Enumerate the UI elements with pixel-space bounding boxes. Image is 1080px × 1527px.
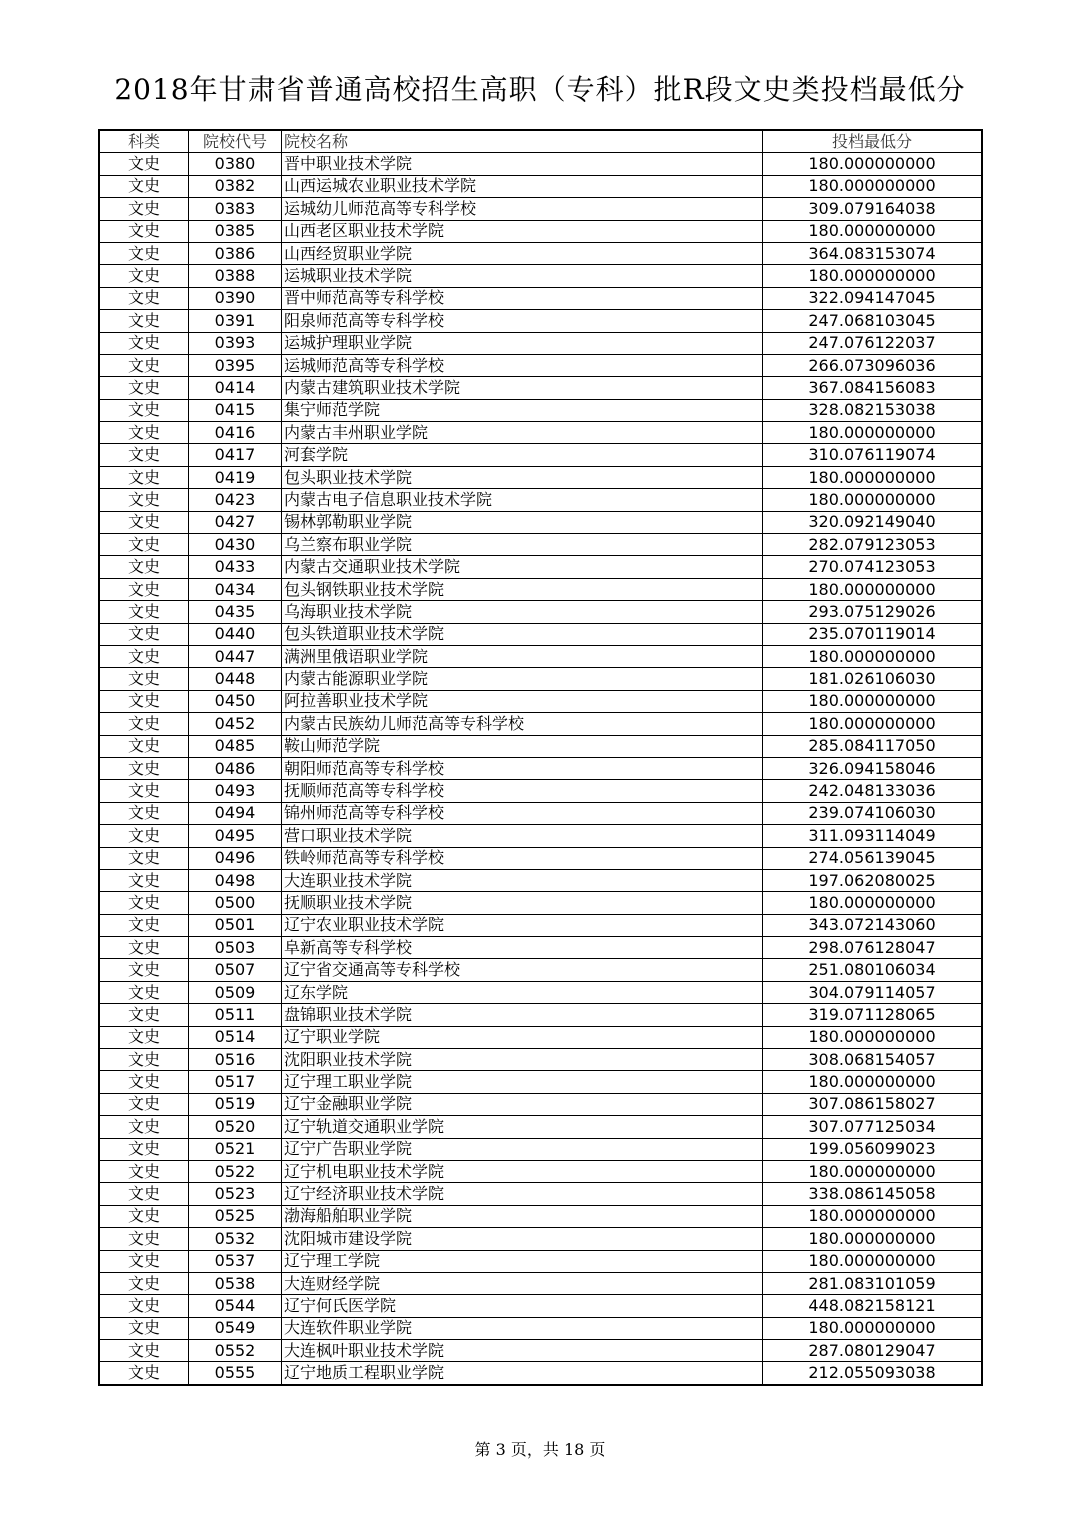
category-cell: 文史 — [99, 489, 189, 511]
table-row — [99, 847, 982, 869]
table-row — [99, 466, 982, 488]
school-name-cell: 鞍山师范学院 — [282, 735, 763, 757]
code-cell: 0419 — [189, 466, 282, 488]
category-cell: 文史 — [99, 1049, 189, 1071]
school-name-cell: 抚顺职业技术学院 — [282, 892, 763, 914]
category-cell: 文史 — [99, 892, 189, 914]
table-row — [99, 1026, 982, 1048]
code-cell: 0532 — [189, 1228, 282, 1250]
score-cell: 239.074106030 — [763, 802, 983, 824]
code-cell: 0450 — [189, 690, 282, 712]
score-cell: 180.000000000 — [763, 1026, 983, 1048]
header-name: 院校名称 — [282, 130, 763, 153]
school-name-cell: 包头职业技术学院 — [282, 466, 763, 488]
table-row — [99, 220, 982, 242]
category-cell: 文史 — [99, 623, 189, 645]
table-row — [99, 959, 982, 981]
school-name-cell: 朝阳师范高等专科学校 — [282, 757, 763, 779]
score-cell: 251.080106034 — [763, 959, 983, 981]
code-cell: 0501 — [189, 914, 282, 936]
table-row — [99, 1138, 982, 1160]
table-row — [99, 556, 982, 578]
category-cell: 文史 — [99, 1272, 189, 1294]
table-row — [99, 198, 982, 220]
category-cell: 文史 — [99, 914, 189, 936]
school-name-cell: 辽宁金融职业学院 — [282, 1093, 763, 1115]
table-row — [99, 981, 982, 1003]
category-cell: 文史 — [99, 825, 189, 847]
table-row — [99, 869, 982, 891]
category-cell: 文史 — [99, 668, 189, 690]
category-cell: 文史 — [99, 242, 189, 264]
school-name-cell: 辽宁理工学院 — [282, 1250, 763, 1272]
category-cell: 文史 — [99, 802, 189, 824]
score-cell: 322.094147045 — [763, 287, 983, 309]
code-cell: 0503 — [189, 937, 282, 959]
score-cell: 180.000000000 — [763, 1071, 983, 1093]
school-name-cell: 运城护理职业学院 — [282, 332, 763, 354]
category-cell: 文史 — [99, 601, 189, 623]
score-cell: 180.000000000 — [763, 713, 983, 735]
score-cell: 180.000000000 — [763, 1317, 983, 1339]
score-cell: 307.077125034 — [763, 1116, 983, 1138]
table-row — [99, 1272, 982, 1294]
category-cell: 文史 — [99, 869, 189, 891]
score-cell: 298.076128047 — [763, 937, 983, 959]
school-name-cell: 辽宁广告职业学院 — [282, 1138, 763, 1160]
score-cell: 180.000000000 — [763, 690, 983, 712]
score-cell: 180.000000000 — [763, 1250, 983, 1272]
category-cell: 文史 — [99, 645, 189, 667]
code-cell: 0519 — [189, 1093, 282, 1115]
code-cell: 0414 — [189, 377, 282, 399]
table-body — [99, 153, 982, 1385]
score-cell: 242.048133036 — [763, 780, 983, 802]
category-cell: 文史 — [99, 1205, 189, 1227]
code-cell: 0493 — [189, 780, 282, 802]
code-cell: 0552 — [189, 1340, 282, 1362]
category-cell: 文史 — [99, 332, 189, 354]
table-row — [99, 399, 982, 421]
category-cell: 文史 — [99, 1138, 189, 1160]
code-cell: 0537 — [189, 1250, 282, 1272]
school-name-cell: 包头铁道职业技术学院 — [282, 623, 763, 645]
category-cell: 文史 — [99, 198, 189, 220]
school-name-cell: 河套学院 — [282, 444, 763, 466]
table-row — [99, 645, 982, 667]
score-cell: 180.000000000 — [763, 153, 983, 175]
school-name-cell: 内蒙古民族幼儿师范高等专科学校 — [282, 713, 763, 735]
table-row — [99, 690, 982, 712]
category-cell: 文史 — [99, 757, 189, 779]
school-name-cell: 大连枫叶职业技术学院 — [282, 1340, 763, 1362]
code-cell: 0486 — [189, 757, 282, 779]
category-cell: 文史 — [99, 444, 189, 466]
code-cell: 0517 — [189, 1071, 282, 1093]
score-cell: 266.073096036 — [763, 354, 983, 376]
code-cell: 0440 — [189, 623, 282, 645]
school-name-cell: 阳泉师范高等专科学校 — [282, 310, 763, 332]
code-cell: 0500 — [189, 892, 282, 914]
table-row — [99, 242, 982, 264]
school-name-cell: 锡林郭勒职业学院 — [282, 511, 763, 533]
table-row — [99, 1116, 982, 1138]
code-cell: 0509 — [189, 981, 282, 1003]
table-row — [99, 511, 982, 533]
code-cell: 0395 — [189, 354, 282, 376]
score-cell: 199.056099023 — [763, 1138, 983, 1160]
table-row — [99, 489, 982, 511]
table-row — [99, 1362, 982, 1385]
score-cell: 364.083153074 — [763, 242, 983, 264]
table-row — [99, 802, 982, 824]
score-cell: 328.082153038 — [763, 399, 983, 421]
school-name-cell: 辽东学院 — [282, 981, 763, 1003]
school-name-cell: 锦州师范高等专科学校 — [282, 802, 763, 824]
category-cell: 文史 — [99, 287, 189, 309]
category-cell: 文史 — [99, 511, 189, 533]
code-cell: 0430 — [189, 534, 282, 556]
score-cell: 448.082158121 — [763, 1295, 983, 1317]
code-cell: 0549 — [189, 1317, 282, 1339]
school-name-cell: 铁岭师范高等专科学校 — [282, 847, 763, 869]
score-cell: 282.079123053 — [763, 534, 983, 556]
score-cell: 180.000000000 — [763, 265, 983, 287]
code-cell: 0423 — [189, 489, 282, 511]
code-cell: 0380 — [189, 153, 282, 175]
score-cell: 310.076119074 — [763, 444, 983, 466]
table-row — [99, 1228, 982, 1250]
school-name-cell: 渤海船舶职业学院 — [282, 1205, 763, 1227]
header-code: 院校代号 — [189, 130, 282, 153]
school-name-cell: 内蒙古建筑职业技术学院 — [282, 377, 763, 399]
category-cell: 文史 — [99, 399, 189, 421]
category-cell: 文史 — [99, 1250, 189, 1272]
code-cell: 0416 — [189, 422, 282, 444]
category-cell: 文史 — [99, 847, 189, 869]
score-cell: 304.079114057 — [763, 981, 983, 1003]
school-name-cell: 晋中职业技术学院 — [282, 153, 763, 175]
table-row — [99, 1004, 982, 1026]
school-name-cell: 辽宁省交通高等专科学校 — [282, 959, 763, 981]
table-header-row — [99, 130, 982, 153]
code-cell: 0383 — [189, 198, 282, 220]
school-name-cell: 内蒙古丰州职业学院 — [282, 422, 763, 444]
school-name-cell: 内蒙古电子信息职业技术学院 — [282, 489, 763, 511]
table-row — [99, 757, 982, 779]
code-cell: 0388 — [189, 265, 282, 287]
code-cell: 0434 — [189, 578, 282, 600]
table-row — [99, 1160, 982, 1182]
school-name-cell: 大连软件职业学院 — [282, 1317, 763, 1339]
school-name-cell: 阿拉善职业技术学院 — [282, 690, 763, 712]
code-cell: 0521 — [189, 1138, 282, 1160]
code-cell: 0452 — [189, 713, 282, 735]
code-cell: 0523 — [189, 1183, 282, 1205]
score-cell: 180.000000000 — [763, 489, 983, 511]
score-cell: 326.094158046 — [763, 757, 983, 779]
school-name-cell: 辽宁理工职业学院 — [282, 1071, 763, 1093]
code-cell: 0433 — [189, 556, 282, 578]
category-cell: 文史 — [99, 959, 189, 981]
score-cell: 293.075129026 — [763, 601, 983, 623]
table-row — [99, 937, 982, 959]
table-row — [99, 601, 982, 623]
score-cell: 197.062080025 — [763, 869, 983, 891]
category-cell: 文史 — [99, 466, 189, 488]
table-row — [99, 735, 982, 757]
table-row — [99, 1340, 982, 1362]
category-cell: 文史 — [99, 690, 189, 712]
school-name-cell: 运城幼儿师范高等专科学校 — [282, 198, 763, 220]
code-cell: 0393 — [189, 332, 282, 354]
table-row — [99, 175, 982, 197]
category-cell: 文史 — [99, 422, 189, 444]
category-cell: 文史 — [99, 1093, 189, 1115]
table-row — [99, 1295, 982, 1317]
code-cell: 0525 — [189, 1205, 282, 1227]
score-cell: 180.000000000 — [763, 892, 983, 914]
school-name-cell: 盘锦职业技术学院 — [282, 1004, 763, 1026]
category-cell: 文史 — [99, 175, 189, 197]
category-cell: 文史 — [99, 713, 189, 735]
score-cell: 285.084117050 — [763, 735, 983, 757]
code-cell: 0417 — [189, 444, 282, 466]
code-cell: 0496 — [189, 847, 282, 869]
code-cell: 0447 — [189, 645, 282, 667]
score-cell: 281.083101059 — [763, 1272, 983, 1294]
score-cell: 309.079164038 — [763, 198, 983, 220]
score-cell: 367.084156083 — [763, 377, 983, 399]
score-cell: 274.056139045 — [763, 847, 983, 869]
page-title: 2018年甘肃省普通高校招生高职（专科）批R段文史类投档最低分 — [114, 73, 966, 106]
table-row — [99, 287, 982, 309]
code-cell: 0522 — [189, 1160, 282, 1182]
code-cell: 0507 — [189, 959, 282, 981]
category-cell: 文史 — [99, 937, 189, 959]
score-cell: 180.000000000 — [763, 578, 983, 600]
code-cell: 0391 — [189, 310, 282, 332]
header-category: 科类 — [99, 130, 189, 153]
table-row — [99, 713, 982, 735]
table-row — [99, 1049, 982, 1071]
code-cell: 0435 — [189, 601, 282, 623]
code-cell: 0390 — [189, 287, 282, 309]
table-row — [99, 534, 982, 556]
school-name-cell: 包头钢铁职业技术学院 — [282, 578, 763, 600]
code-cell: 0485 — [189, 735, 282, 757]
category-cell: 文史 — [99, 153, 189, 175]
category-cell: 文史 — [99, 1295, 189, 1317]
category-cell: 文史 — [99, 1183, 189, 1205]
school-name-cell: 集宁师范学院 — [282, 399, 763, 421]
category-cell: 文史 — [99, 1071, 189, 1093]
table-row — [99, 623, 982, 645]
score-cell: 247.076122037 — [763, 332, 983, 354]
school-name-cell: 大连职业技术学院 — [282, 869, 763, 891]
score-cell: 212.055093038 — [763, 1362, 983, 1385]
table-row — [99, 914, 982, 936]
school-name-cell: 山西老区职业技术学院 — [282, 220, 763, 242]
code-cell: 0544 — [189, 1295, 282, 1317]
score-cell: 180.000000000 — [763, 422, 983, 444]
category-cell: 文史 — [99, 534, 189, 556]
table-row — [99, 444, 982, 466]
score-cell: 180.000000000 — [763, 220, 983, 242]
score-cell: 338.086145058 — [763, 1183, 983, 1205]
school-name-cell: 辽宁职业学院 — [282, 1026, 763, 1048]
school-name-cell: 大连财经学院 — [282, 1272, 763, 1294]
code-cell: 0520 — [189, 1116, 282, 1138]
category-cell: 文史 — [99, 310, 189, 332]
table-row — [99, 1317, 982, 1339]
score-cell: 319.071128065 — [763, 1004, 983, 1026]
score-cell: 270.074123053 — [763, 556, 983, 578]
table-row — [99, 1183, 982, 1205]
score-cell: 180.000000000 — [763, 645, 983, 667]
score-cell: 180.000000000 — [763, 1160, 983, 1182]
school-name-cell: 乌兰察布职业学院 — [282, 534, 763, 556]
category-cell: 文史 — [99, 578, 189, 600]
category-cell: 文史 — [99, 1340, 189, 1362]
school-name-cell: 营口职业技术学院 — [282, 825, 763, 847]
school-name-cell: 山西运城农业职业技术学院 — [282, 175, 763, 197]
score-cell: 235.070119014 — [763, 623, 983, 645]
table-row — [99, 825, 982, 847]
score-cell: 247.068103045 — [763, 310, 983, 332]
school-name-cell: 运城师范高等专科学校 — [282, 354, 763, 376]
code-cell: 0511 — [189, 1004, 282, 1026]
admission-score-table — [98, 129, 983, 1386]
category-cell: 文史 — [99, 1004, 189, 1026]
table-row — [99, 354, 982, 376]
school-name-cell: 辽宁何氏医学院 — [282, 1295, 763, 1317]
school-name-cell: 辽宁经济职业技术学院 — [282, 1183, 763, 1205]
category-cell: 文史 — [99, 1317, 189, 1339]
code-cell: 0494 — [189, 802, 282, 824]
table-row — [99, 892, 982, 914]
score-cell: 320.092149040 — [763, 511, 983, 533]
category-cell: 文史 — [99, 354, 189, 376]
category-cell: 文史 — [99, 556, 189, 578]
score-cell: 307.086158027 — [763, 1093, 983, 1115]
category-cell: 文史 — [99, 1228, 189, 1250]
table-row — [99, 377, 982, 399]
score-cell: 180.000000000 — [763, 1205, 983, 1227]
table-row — [99, 1071, 982, 1093]
table-row — [99, 265, 982, 287]
category-cell: 文史 — [99, 265, 189, 287]
code-cell: 0448 — [189, 668, 282, 690]
code-cell: 0386 — [189, 242, 282, 264]
score-cell: 287.080129047 — [763, 1340, 983, 1362]
category-cell: 文史 — [99, 1160, 189, 1182]
code-cell: 0538 — [189, 1272, 282, 1294]
school-name-cell: 乌海职业技术学院 — [282, 601, 763, 623]
code-cell: 0498 — [189, 869, 282, 891]
table-row — [99, 1250, 982, 1272]
category-cell: 文史 — [99, 780, 189, 802]
table-row — [99, 1205, 982, 1227]
school-name-cell: 辽宁机电职业技术学院 — [282, 1160, 763, 1182]
school-name-cell: 辽宁轨道交通职业学院 — [282, 1116, 763, 1138]
school-name-cell: 满洲里俄语职业学院 — [282, 645, 763, 667]
school-name-cell: 辽宁农业职业技术学院 — [282, 914, 763, 936]
school-name-cell: 沈阳城市建设学院 — [282, 1228, 763, 1250]
score-cell: 180.000000000 — [763, 466, 983, 488]
category-cell: 文史 — [99, 220, 189, 242]
score-cell: 311.093114049 — [763, 825, 983, 847]
table-row — [99, 780, 982, 802]
table-row — [99, 310, 982, 332]
code-cell: 0516 — [189, 1049, 282, 1071]
code-cell: 0427 — [189, 511, 282, 533]
code-cell: 0385 — [189, 220, 282, 242]
school-name-cell: 阜新高等专科学校 — [282, 937, 763, 959]
page-footer: 第 3 页，共 18 页 — [474, 1440, 606, 1459]
code-cell: 0514 — [189, 1026, 282, 1048]
category-cell: 文史 — [99, 981, 189, 1003]
school-name-cell: 内蒙古能源职业学院 — [282, 668, 763, 690]
table-row — [99, 422, 982, 444]
score-cell: 343.072143060 — [763, 914, 983, 936]
table-row — [99, 153, 982, 175]
category-cell: 文史 — [99, 1362, 189, 1385]
code-cell: 0415 — [189, 399, 282, 421]
school-name-cell: 抚顺师范高等专科学校 — [282, 780, 763, 802]
category-cell: 文史 — [99, 1116, 189, 1138]
code-cell: 0495 — [189, 825, 282, 847]
table-row — [99, 668, 982, 690]
school-name-cell: 辽宁地质工程职业学院 — [282, 1362, 763, 1385]
school-name-cell: 沈阳职业技术学院 — [282, 1049, 763, 1071]
table-row — [99, 578, 982, 600]
category-cell: 文史 — [99, 377, 189, 399]
score-cell: 308.068154057 — [763, 1049, 983, 1071]
school-name-cell: 晋中师范高等专科学校 — [282, 287, 763, 309]
score-cell: 181.026106030 — [763, 668, 983, 690]
school-name-cell: 内蒙古交通职业技术学院 — [282, 556, 763, 578]
school-name-cell: 运城职业技术学院 — [282, 265, 763, 287]
school-name-cell: 山西经贸职业学院 — [282, 242, 763, 264]
category-cell: 文史 — [99, 735, 189, 757]
code-cell: 0382 — [189, 175, 282, 197]
code-cell: 0555 — [189, 1362, 282, 1385]
table-row — [99, 1093, 982, 1115]
score-cell: 180.000000000 — [763, 1228, 983, 1250]
header-score: 投档最低分 — [763, 130, 983, 153]
table-row — [99, 332, 982, 354]
category-cell: 文史 — [99, 1026, 189, 1048]
score-cell: 180.000000000 — [763, 175, 983, 197]
